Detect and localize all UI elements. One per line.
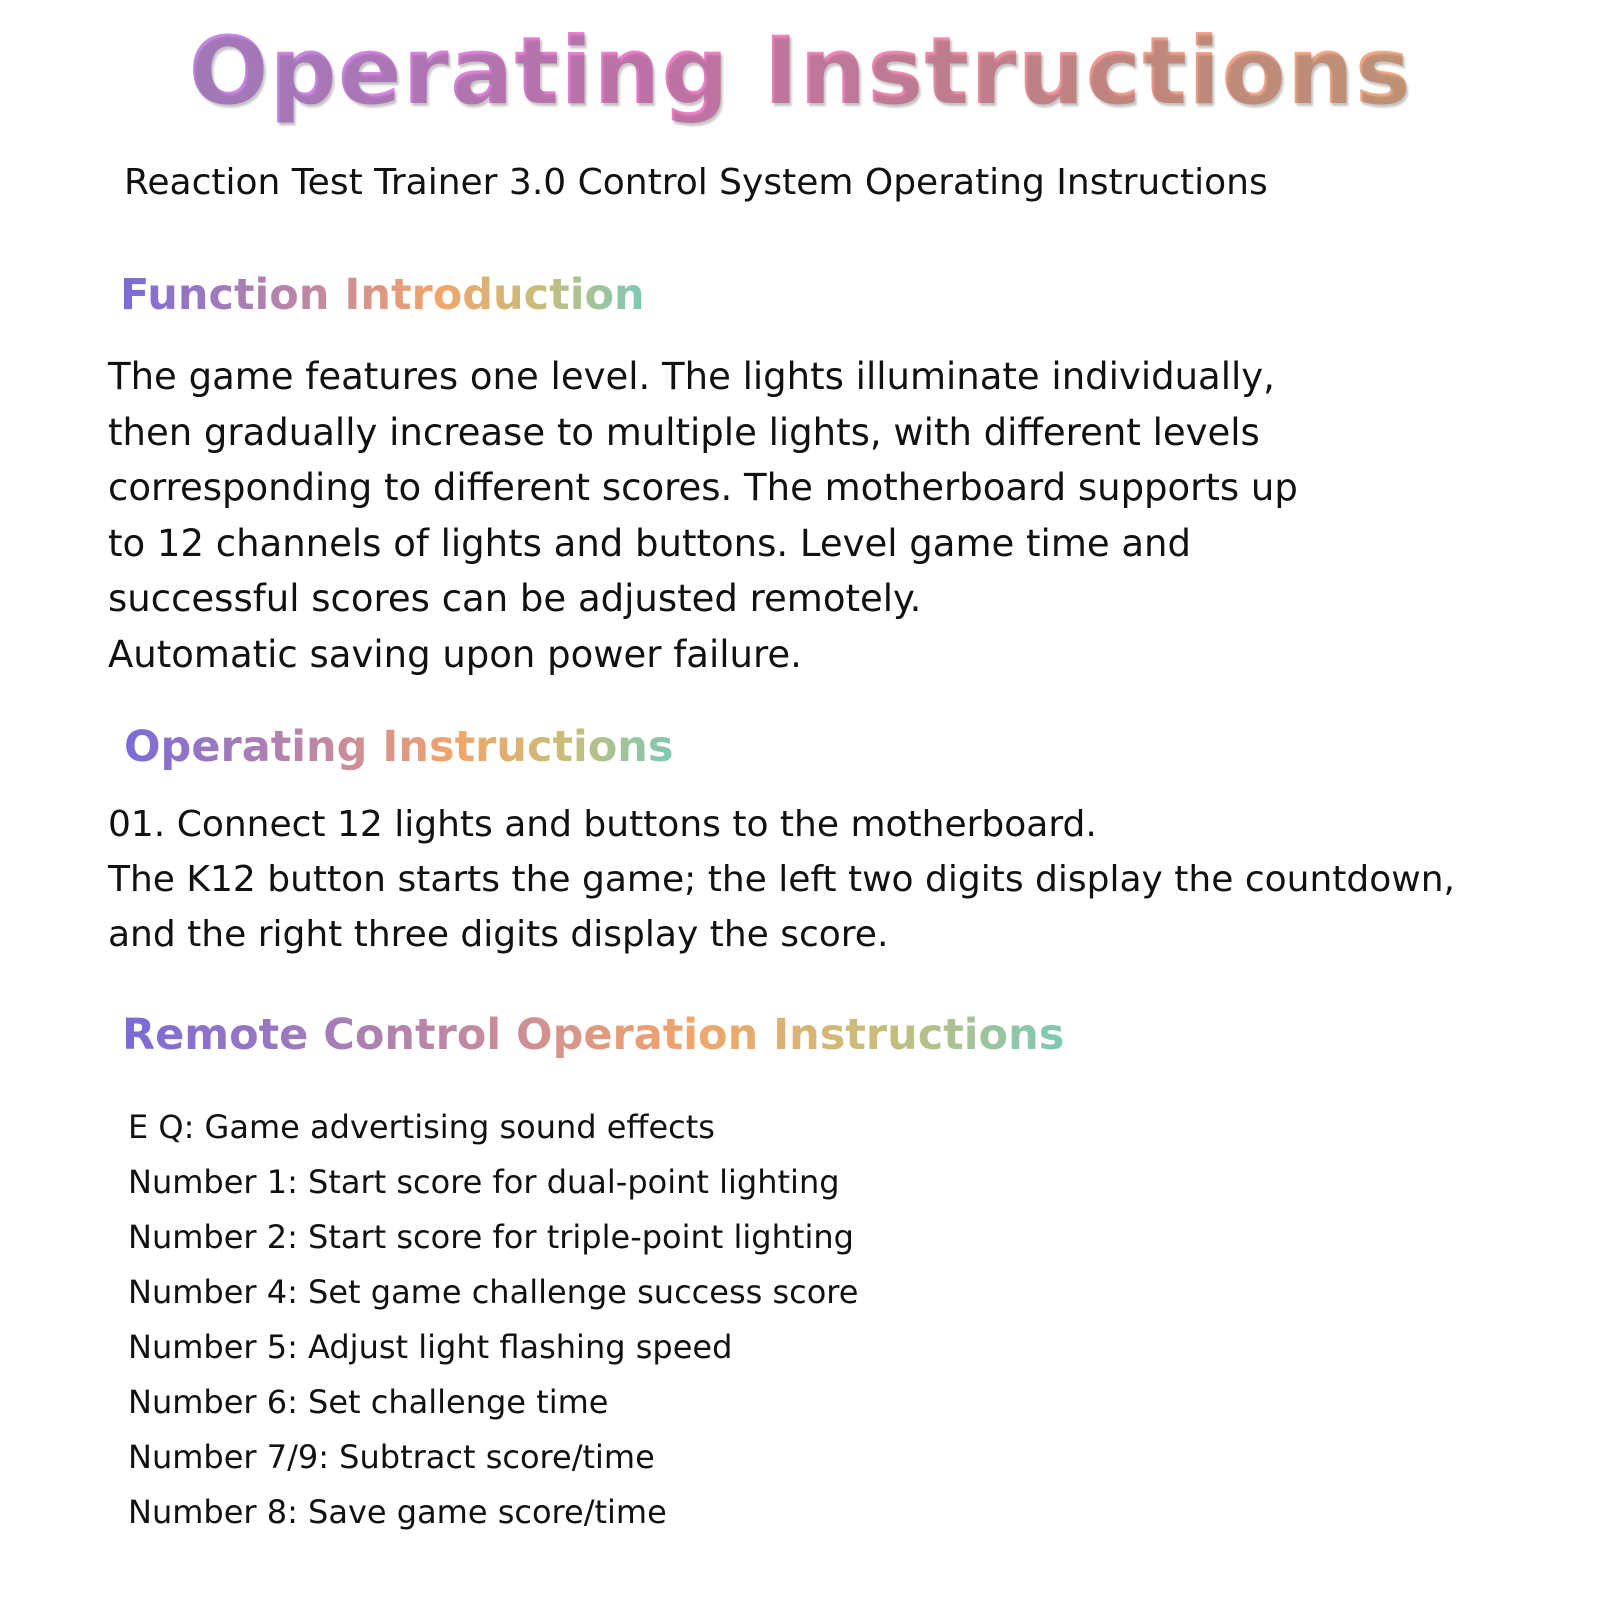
list-item: Number 1: Start score for dual-point lighting [128, 1163, 840, 1201]
list-item: Number 2: Start score for triple-point lighting [128, 1218, 854, 1256]
list-item: Number 5: Adjust light flashing speed [128, 1328, 733, 1366]
operating-instructions-heading: Operating Instructions [124, 722, 674, 772]
remote-control-list [128, 1100, 858, 1540]
list-item: Number 8: Save game score/time [128, 1493, 667, 1531]
remote-control-heading: Remote Control Operation Instructions [122, 1010, 1065, 1060]
function-introduction-body [108, 349, 1298, 682]
list-item: Number 6: Set challenge time [128, 1383, 609, 1421]
operating-instructions-body [108, 797, 1455, 962]
list-item: Number 4: Set game challenge success score [128, 1273, 859, 1311]
page-subtitle: Reaction Test Trainer 3.0 Control System Operating Instructions [124, 162, 1268, 203]
function-introduction-heading: Function Introduction [120, 270, 645, 320]
list-item: Number 7/9: Subtract score/time [128, 1438, 655, 1476]
page-title: Operating Instructions [0, 18, 1600, 126]
function-line: corresponding to different scores. The motherboard supports up [108, 466, 1298, 509]
list-item: E Q: Game advertising sound effects [128, 1108, 715, 1146]
function-line: then gradually increase to multiple lights, with different levels [108, 410, 1260, 454]
operating-line: 01. Connect 12 lights and buttons to the motherboard. [108, 804, 1097, 845]
function-line: The game features one level. The lights illuminate individually, [108, 355, 1275, 398]
operating-line: and the right three digits display the score. [108, 914, 889, 955]
function-line: Automatic saving upon power failure. [108, 632, 802, 676]
function-line: to 12 channels of lights and buttons. Level game time and [108, 521, 1191, 565]
function-line: successful scores can be adjusted remotely. [108, 577, 922, 620]
operating-line: The K12 button starts the game; the left two digits display the countdown, [108, 859, 1455, 900]
